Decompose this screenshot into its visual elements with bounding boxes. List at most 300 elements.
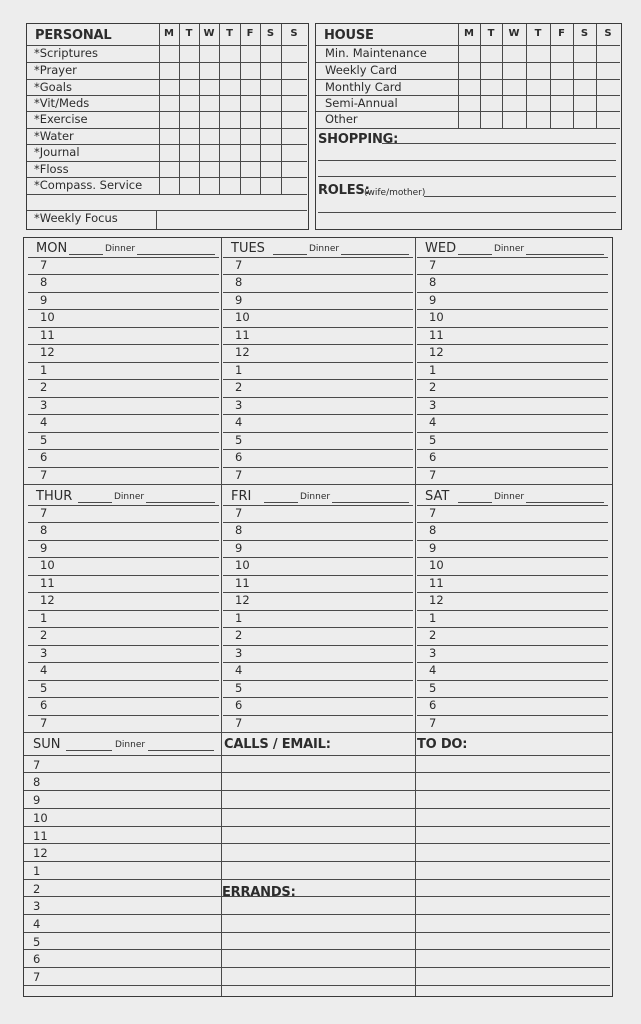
hour-label: 5 [40, 432, 48, 447]
hour-line[interactable] [417, 627, 608, 628]
hour-line[interactable] [28, 449, 219, 450]
personal-row-line [27, 194, 307, 195]
hour-line[interactable] [417, 414, 608, 415]
hour-line[interactable] [223, 292, 413, 293]
hour-line[interactable] [28, 327, 219, 328]
hour-label: 10 [235, 558, 250, 572]
hour-line[interactable] [223, 662, 413, 663]
hour-label: 7 [429, 467, 437, 482]
hour-line[interactable] [28, 379, 219, 380]
hour-label: 8 [429, 275, 437, 289]
hour-line[interactable] [417, 610, 608, 611]
hour-line[interactable] [223, 449, 413, 450]
hour-line[interactable] [417, 432, 608, 433]
planner-column-divider [415, 238, 416, 996]
hour-line[interactable] [417, 522, 608, 523]
dinner-label: Dinner [300, 492, 331, 502]
hour-label: 12 [429, 593, 444, 607]
todo-line[interactable] [415, 879, 610, 880]
day-underline[interactable] [458, 254, 492, 255]
hour-line[interactable] [24, 949, 221, 950]
personal-habit-label: *Goals [34, 80, 72, 94]
todo-line[interactable] [415, 914, 610, 915]
calls-line[interactable] [221, 861, 415, 862]
todo-line[interactable] [415, 755, 610, 756]
hour-line[interactable] [417, 397, 608, 398]
hour-label: 12 [235, 345, 250, 359]
personal-habit-label: *Exercise [34, 112, 88, 126]
hour-line[interactable] [417, 257, 608, 258]
day-name: TUES [231, 241, 265, 256]
hour-label: 2 [40, 380, 48, 394]
personal-day-header: F [246, 28, 254, 39]
hour-line[interactable] [223, 274, 413, 275]
personal-day-header: M [164, 28, 174, 39]
hour-label: 1 [429, 610, 437, 625]
daily-planner-box [23, 237, 613, 997]
day-underline[interactable] [458, 502, 492, 503]
hour-label: 4 [429, 663, 437, 677]
personal-day-header: T [226, 28, 233, 39]
dinner-line[interactable] [137, 254, 215, 255]
hour-label: 4 [33, 917, 41, 931]
personal-day-column [159, 24, 160, 194]
todo-line[interactable] [415, 985, 610, 986]
hour-label: 7 [33, 970, 41, 985]
personal-day-column [240, 24, 241, 194]
hour-label: 2 [33, 881, 41, 896]
personal-habit-label: *Journal [34, 145, 80, 159]
day-block-divider [24, 732, 612, 733]
hour-line[interactable] [28, 362, 219, 363]
hour-line[interactable] [24, 790, 221, 791]
hour-line[interactable] [28, 680, 219, 681]
calls-line[interactable] [221, 826, 415, 827]
hour-label: 7 [429, 715, 437, 730]
hour-label: 10 [33, 810, 48, 825]
todo-line[interactable] [415, 808, 610, 809]
hour-label: 3 [33, 899, 41, 914]
hour-label: 8 [33, 775, 41, 790]
hour-label: 6 [40, 450, 48, 464]
hour-label: 9 [33, 793, 41, 808]
hour-line[interactable] [417, 344, 608, 345]
hour-line[interactable] [24, 932, 221, 933]
house-row-line [316, 128, 620, 129]
hour-label: 7 [40, 505, 48, 520]
dinner-line[interactable] [341, 254, 409, 255]
personal-day-header: S [290, 28, 298, 39]
hour-label: 2 [235, 628, 243, 642]
house-chore-label: Weekly Card [325, 63, 398, 77]
hour-label: 9 [235, 292, 243, 307]
dinner-line[interactable] [146, 502, 215, 503]
hour-label: 8 [235, 275, 243, 289]
personal-habit-label: *Floss [34, 162, 69, 176]
house-day-header: T [534, 28, 542, 39]
calls-line[interactable] [221, 985, 415, 986]
hour-line[interactable] [28, 715, 219, 716]
house-day-header: M [464, 28, 474, 39]
hour-label: 6 [40, 698, 48, 712]
hour-label: 4 [429, 415, 437, 429]
hour-line[interactable] [24, 896, 221, 897]
hour-label: 11 [40, 575, 55, 590]
hour-label: 2 [40, 628, 48, 642]
day-name: THUR [36, 489, 73, 504]
day-name: SAT [425, 489, 450, 504]
house-day-column [550, 24, 551, 128]
todo-line[interactable] [415, 932, 610, 933]
house-day-column [480, 24, 481, 128]
hour-label: 7 [235, 715, 243, 730]
hour-label: 7 [235, 505, 243, 520]
roles-label: ROLES: [318, 183, 370, 198]
hour-label: 3 [40, 645, 48, 660]
hour-label: 5 [429, 680, 437, 695]
personal-title: PERSONAL [35, 28, 112, 43]
house-row-line [316, 111, 620, 112]
hour-label: 12 [40, 345, 55, 359]
day-name: FRI [231, 489, 252, 504]
dinner-label: Dinner [309, 244, 340, 254]
house-day-column [458, 24, 459, 128]
hour-label: 6 [235, 450, 243, 464]
house-day-header: W [508, 28, 520, 39]
day-underline[interactable] [69, 254, 103, 255]
shopping-line[interactable] [318, 176, 616, 177]
roles-hint: (wife/mother) [364, 188, 426, 198]
day-name: SUN [33, 737, 61, 752]
hour-line[interactable] [28, 592, 219, 593]
calls-line[interactable] [221, 772, 415, 773]
hour-line[interactable] [24, 808, 221, 809]
hour-line[interactable] [417, 505, 608, 506]
calls-line[interactable] [221, 808, 415, 809]
shopping-line[interactable] [318, 160, 616, 161]
hour-label: 3 [235, 397, 243, 412]
hour-line[interactable] [417, 557, 608, 558]
hour-line[interactable] [28, 610, 219, 611]
hour-label: 9 [40, 540, 48, 555]
dinner-line[interactable] [148, 750, 214, 751]
calls-line[interactable] [221, 914, 415, 915]
house-day-column [502, 24, 503, 128]
hour-line[interactable] [28, 257, 219, 258]
day-block-divider [24, 484, 612, 485]
hour-line[interactable] [28, 627, 219, 628]
day-name: MON [36, 241, 68, 256]
dinner-label: Dinner [494, 244, 525, 254]
day-underline[interactable] [66, 750, 112, 751]
todo-line[interactable] [415, 949, 610, 950]
hour-label: 4 [235, 415, 243, 429]
hour-line[interactable] [28, 292, 219, 293]
hour-label: 8 [40, 523, 48, 537]
hour-label: 11 [429, 575, 444, 590]
hour-label: 7 [429, 505, 437, 520]
calls-line[interactable] [221, 790, 415, 791]
hour-line[interactable] [223, 397, 413, 398]
hour-label: 5 [235, 432, 243, 447]
hour-label: 1 [33, 863, 41, 878]
calls-line[interactable] [221, 932, 415, 933]
house-chore-label: Min. Maintenance [325, 46, 427, 60]
hour-line[interactable] [223, 715, 413, 716]
todo-line[interactable] [415, 843, 610, 844]
hour-line[interactable] [417, 274, 608, 275]
todo-line[interactable] [415, 896, 610, 897]
hour-label: 7 [429, 257, 437, 272]
hour-label: 10 [429, 558, 444, 572]
hour-label: 11 [33, 828, 48, 843]
hour-line[interactable] [28, 467, 219, 468]
personal-day-column [260, 24, 261, 194]
hour-line[interactable] [417, 309, 608, 310]
shopping-line[interactable] [382, 143, 616, 144]
hour-line[interactable] [223, 505, 413, 506]
hour-line[interactable] [223, 610, 413, 611]
hour-label: 12 [40, 593, 55, 607]
hour-line[interactable] [24, 826, 221, 827]
hour-label: 6 [429, 450, 437, 464]
hour-line[interactable] [223, 522, 413, 523]
hour-line[interactable] [223, 680, 413, 681]
hour-line[interactable] [28, 645, 219, 646]
hour-line[interactable] [417, 575, 608, 576]
hour-line[interactable] [223, 414, 413, 415]
hour-line[interactable] [417, 327, 608, 328]
hour-label: 2 [235, 380, 243, 394]
personal-habit-label: *Scriptures [34, 46, 98, 60]
day-name: WED [425, 241, 457, 256]
hour-label: 10 [40, 310, 55, 324]
hour-line[interactable] [28, 540, 219, 541]
hour-label: 4 [40, 415, 48, 429]
hour-line[interactable] [28, 414, 219, 415]
hour-line[interactable] [223, 432, 413, 433]
dinner-line[interactable] [526, 254, 604, 255]
calls-line[interactable] [221, 843, 415, 844]
hour-label: 12 [33, 846, 48, 861]
hour-line[interactable] [28, 697, 219, 698]
hour-label: 5 [40, 680, 48, 695]
todo-line[interactable] [415, 826, 610, 827]
hour-label: 3 [429, 645, 437, 660]
calls-line[interactable] [221, 949, 415, 950]
todo-line[interactable] [415, 772, 610, 773]
hour-label: 6 [429, 698, 437, 712]
hour-line[interactable] [223, 592, 413, 593]
personal-day-header: W [203, 28, 215, 39]
hour-line[interactable] [223, 309, 413, 310]
hour-line[interactable] [417, 715, 608, 716]
hour-line[interactable] [417, 292, 608, 293]
hour-line[interactable] [24, 861, 221, 862]
hour-line[interactable] [223, 257, 413, 258]
house-day-header: T [487, 28, 495, 39]
hour-line[interactable] [223, 327, 413, 328]
calls-line[interactable] [221, 967, 415, 968]
roles-line[interactable] [318, 212, 616, 213]
house-day-header: S [580, 28, 589, 39]
day-underline[interactable] [264, 502, 298, 503]
hour-line[interactable] [24, 772, 221, 773]
hour-label: 9 [429, 292, 437, 307]
personal-habit-label: *Vit/Meds [34, 96, 90, 110]
errands-label: ERRANDS: [222, 885, 296, 900]
hour-line[interactable] [223, 557, 413, 558]
hour-line[interactable] [28, 344, 219, 345]
day-underline[interactable] [78, 502, 112, 503]
hour-label: 10 [429, 310, 444, 324]
hour-label: 3 [40, 397, 48, 412]
hour-line[interactable] [417, 680, 608, 681]
hour-line[interactable] [223, 467, 413, 468]
planner-column-divider [221, 238, 222, 996]
hour-label: 1 [429, 362, 437, 377]
hour-line[interactable] [28, 274, 219, 275]
hour-label: 6 [33, 952, 41, 967]
hour-line[interactable] [24, 967, 221, 968]
hour-line[interactable] [223, 344, 413, 345]
hour-label: 7 [235, 467, 243, 482]
hour-line[interactable] [28, 505, 219, 506]
personal-row-line [27, 161, 307, 162]
house-chore-label: Monthly Card [325, 80, 402, 94]
hour-label: 11 [40, 327, 55, 342]
hour-line[interactable] [417, 540, 608, 541]
house-day-header: F [558, 28, 565, 39]
hour-line[interactable] [223, 645, 413, 646]
hour-line[interactable] [417, 362, 608, 363]
hour-line[interactable] [223, 575, 413, 576]
todo-line[interactable] [415, 790, 610, 791]
hour-label: 1 [40, 362, 48, 377]
hour-label: 11 [235, 575, 250, 590]
hour-line[interactable] [28, 522, 219, 523]
personal-day-header: T [185, 28, 193, 39]
dinner-line[interactable] [332, 502, 409, 503]
hour-label: 4 [235, 663, 243, 677]
hour-label: 8 [235, 523, 243, 537]
hour-line[interactable] [417, 662, 608, 663]
weekly-focus-divider [156, 210, 157, 229]
hour-label: 11 [429, 327, 444, 342]
house-chore-label: Other [325, 112, 358, 126]
hour-label: 5 [429, 432, 437, 447]
todo-line[interactable] [415, 967, 610, 968]
hour-line[interactable] [28, 397, 219, 398]
personal-habit-label: *Prayer [34, 63, 77, 77]
personal-day-column [281, 24, 282, 194]
house-chore-label: Semi-Annual [325, 96, 398, 110]
hour-label: 7 [33, 757, 41, 772]
weekly-focus-label: *Weekly Focus [34, 211, 118, 225]
hour-line[interactable] [24, 843, 221, 844]
personal-day-column [179, 24, 180, 194]
hour-label: 9 [429, 540, 437, 555]
hour-line[interactable] [28, 575, 219, 576]
house-day-column [573, 24, 574, 128]
hour-line[interactable] [223, 697, 413, 698]
hour-label: 7 [40, 715, 48, 730]
hour-label: 1 [235, 362, 243, 377]
hour-label: 10 [40, 558, 55, 572]
hour-line[interactable] [28, 432, 219, 433]
calls-line[interactable] [221, 755, 415, 756]
hour-line[interactable] [223, 362, 413, 363]
hour-line[interactable] [417, 449, 608, 450]
house-day-header: S [604, 28, 612, 39]
hour-line[interactable] [28, 309, 219, 310]
dinner-label: Dinner [105, 244, 136, 254]
hour-label: 6 [235, 698, 243, 712]
hour-line[interactable] [417, 379, 608, 380]
hour-label: 5 [33, 934, 41, 949]
hour-label: 9 [235, 540, 243, 555]
personal-habit-label: *Compass. Service [34, 178, 143, 192]
day-underline[interactable] [273, 254, 307, 255]
todo-line[interactable] [415, 861, 610, 862]
hour-line[interactable] [28, 662, 219, 663]
hour-line[interactable] [223, 627, 413, 628]
hour-line[interactable] [417, 592, 608, 593]
personal-day-column [219, 24, 220, 194]
dinner-label: Dinner [114, 492, 145, 502]
hour-label: 12 [235, 593, 250, 607]
hour-label: 3 [429, 397, 437, 412]
hour-line[interactable] [223, 540, 413, 541]
hour-line[interactable] [223, 379, 413, 380]
shopping-label: SHOPPING: [318, 132, 399, 147]
house-title: HOUSE [324, 28, 374, 43]
hour-label: 7 [40, 257, 48, 272]
hour-line[interactable] [417, 645, 608, 646]
hour-line[interactable] [24, 985, 221, 986]
hour-label: 3 [235, 645, 243, 660]
hour-label: 1 [40, 610, 48, 625]
hour-label: 7 [40, 467, 48, 482]
hour-label: 2 [429, 628, 437, 642]
hour-line[interactable] [28, 557, 219, 558]
hour-line[interactable] [24, 914, 221, 915]
hour-label: 10 [235, 310, 250, 324]
house-day-column [526, 24, 527, 128]
hour-line[interactable] [24, 755, 221, 756]
hour-label: 4 [40, 663, 48, 677]
todo-label: TO DO: [417, 737, 468, 752]
hour-label: 11 [235, 327, 250, 342]
dinner-line[interactable] [526, 502, 604, 503]
hour-label: 5 [235, 680, 243, 695]
hour-line[interactable] [417, 697, 608, 698]
hour-label: 12 [429, 345, 444, 359]
hour-label: 7 [235, 257, 243, 272]
hour-label: 8 [40, 275, 48, 289]
hour-label: 9 [40, 292, 48, 307]
hour-label: 8 [429, 523, 437, 537]
hour-line[interactable] [417, 467, 608, 468]
calls-line[interactable] [221, 879, 415, 880]
personal-day-column [199, 24, 200, 194]
dinner-label: Dinner [115, 740, 146, 750]
roles-line[interactable] [424, 196, 616, 197]
hour-line[interactable] [24, 879, 221, 880]
hour-label: 1 [235, 610, 243, 625]
hour-label: 2 [429, 380, 437, 394]
personal-habit-label: *Water [34, 129, 74, 143]
